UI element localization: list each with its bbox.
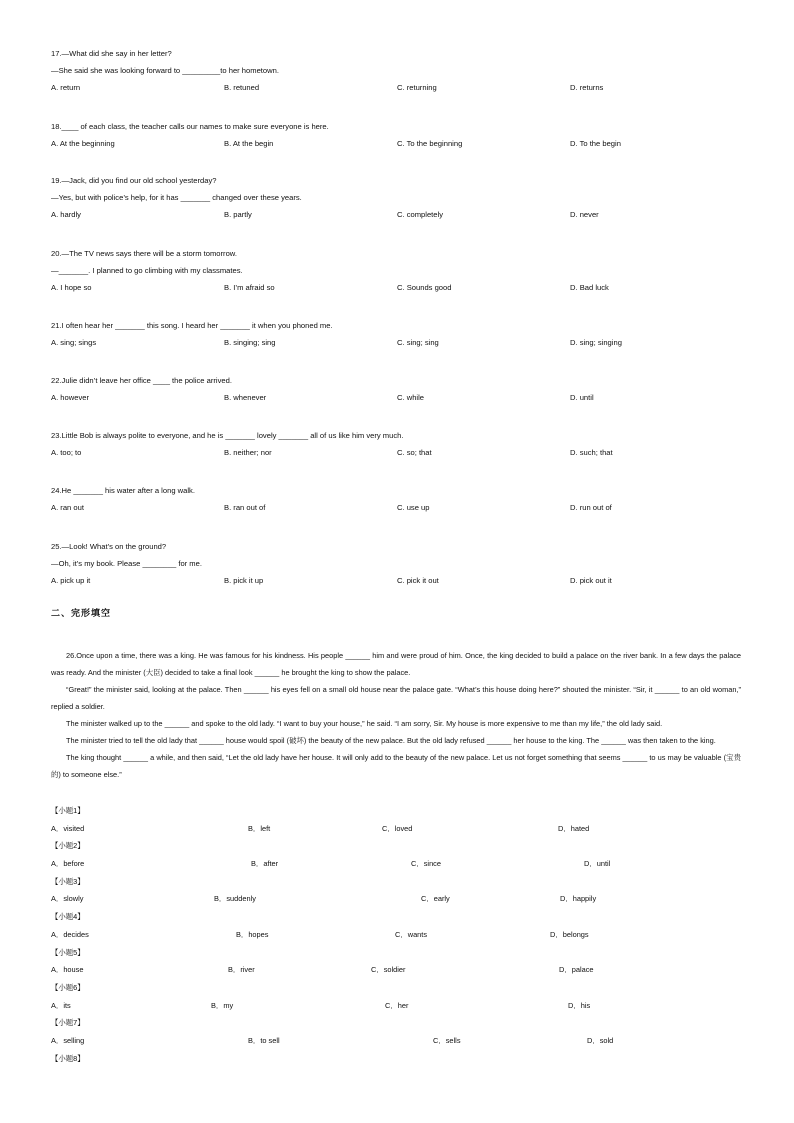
question-text: 22.Julie didn’t leave her office ____ the police arrived. <box>51 376 232 385</box>
option-a[interactable]: A．visited <box>51 823 85 833</box>
options-row <box>51 206 751 223</box>
option-b[interactable]: B. singing; sing <box>224 338 276 347</box>
option-b[interactable]: B．after <box>251 859 279 869</box>
option-d[interactable]: D．hated <box>558 823 590 833</box>
options-row <box>51 572 751 589</box>
options-row <box>51 890 751 908</box>
option-b[interactable]: B．suddenly <box>214 894 256 904</box>
option-b[interactable]: B. partly <box>224 210 252 219</box>
question-text: 17.—What did she say in her letter? <box>51 49 172 58</box>
option-b[interactable]: B. I’m afraid so <box>224 283 275 292</box>
option-c[interactable]: C. pick it out <box>397 576 439 585</box>
option-d[interactable]: D．palace <box>559 965 594 975</box>
question-21 <box>51 317 751 351</box>
subquestion-label: 【小题3】 <box>51 876 85 886</box>
options-row <box>51 334 751 351</box>
subquestion-label: 【小题2】 <box>51 841 85 851</box>
option-b[interactable]: B．left <box>248 823 271 833</box>
option-d[interactable]: D. pick out it <box>570 576 612 585</box>
options-row <box>51 820 751 838</box>
option-a[interactable]: A. return <box>51 83 81 92</box>
question-text: 23.Little Bob is always polite to everyone, and he is _______ lovely _______ all of us like him very much. <box>51 431 404 440</box>
question-text: 18.____ of each class, the teacher calls our names to make sure everyone is here. <box>51 122 329 131</box>
option-a[interactable]: A．selling <box>51 1035 85 1045</box>
options-row <box>51 997 751 1015</box>
option-d[interactable]: D．until <box>584 859 611 869</box>
options-row <box>51 961 751 979</box>
option-a[interactable]: A. ran out <box>51 503 84 512</box>
option-d[interactable]: D．sold <box>587 1035 614 1045</box>
option-d[interactable]: D. until <box>570 393 594 402</box>
options-row <box>51 389 751 406</box>
options-row <box>51 926 751 944</box>
question-text: 20.—The TV news says there will be a storm tomorrow. <box>51 249 237 258</box>
option-b[interactable]: B. retuned <box>224 83 260 92</box>
option-c[interactable]: C．sells <box>433 1035 461 1045</box>
option-d[interactable]: D. To the begin <box>570 139 621 148</box>
question-text: —_______. I planned to go climbing with my classmates. <box>51 266 243 275</box>
subquestion-label: 【小题6】 <box>51 982 85 992</box>
option-a[interactable]: A．decides <box>51 929 89 939</box>
question-text: —Yes, but with police’s help, for it has _______ changed over these years. <box>51 193 302 202</box>
subquestion-label: 【小题7】 <box>51 1018 85 1028</box>
option-a[interactable]: A．its <box>51 1000 71 1010</box>
question-19 <box>51 172 751 223</box>
option-c[interactable]: C．wants <box>395 929 428 939</box>
options-row <box>51 135 751 152</box>
passage-paragraph: “Great!” the minister said, looking at the palace. Then ______ his eyes fell on a small old house near the palace gate. “What’s this house doing here?” shouted the minister. “Sir, it ______ to an old woman,” replied a soldier. <box>51 685 741 711</box>
option-b[interactable]: B．hopes <box>236 929 269 939</box>
option-b[interactable]: B. neither; nor <box>224 448 272 457</box>
option-d[interactable]: D. returns <box>570 83 604 92</box>
option-c[interactable]: C. use up <box>397 503 430 512</box>
subquestion-label: 【小题8】 <box>51 1053 85 1063</box>
option-b[interactable]: B. whenever <box>224 393 267 402</box>
option-d[interactable]: D. sing; singing <box>570 338 622 347</box>
option-a[interactable]: A．slowly <box>51 894 84 904</box>
question-text: 24.He _______ his water after a long walk. <box>51 486 195 495</box>
question-text: —She said she was looking forward to _________to her hometown. <box>51 66 279 75</box>
subquestion-label: 【小题5】 <box>51 947 85 957</box>
option-b[interactable]: B. pick it up <box>224 576 264 585</box>
option-c[interactable]: C．her <box>385 1000 409 1010</box>
options-row <box>51 855 751 873</box>
option-c[interactable]: C．loved <box>382 823 413 833</box>
option-d[interactable]: D．happily <box>560 894 597 904</box>
option-c[interactable]: C. returning <box>397 83 437 92</box>
subquestion-list <box>51 802 751 1067</box>
question-text: 25.—Look! What’s on the ground? <box>51 542 167 551</box>
option-a[interactable]: A. I hope so <box>51 283 92 292</box>
question-text: —Oh, it’s my book. Please ________ for me. <box>51 559 202 568</box>
passage-paragraph: The minister walked up to the ______ and spoke to the old lady. “I want to buy your house,” he said. “I am sorry, Sir. My house is more expensive to me than my life,” the old lady said. <box>66 719 663 728</box>
option-a[interactable]: A. At the beginning <box>51 139 115 148</box>
subquestion-label: 【小题4】 <box>51 912 85 922</box>
question-18 <box>51 118 751 152</box>
passage-paragraph: The minister tried to tell the old lady that ______ house would spoil (破坏) the beauty of the new palace. But the old lady refused ______ her house to the king. The ______ was then taken to the king. <box>66 736 716 745</box>
question-20 <box>51 245 751 296</box>
option-d[interactable]: D．belongs <box>550 929 589 939</box>
question-24 <box>51 482 751 516</box>
option-c[interactable]: C. completely <box>397 210 444 219</box>
option-b[interactable]: B. At the begin <box>224 139 274 148</box>
option-a[interactable]: A．before <box>51 859 85 869</box>
passage-paragraph: 26.Once upon a time, there was a king. He was famous for his kindness. His people ______ him and were proud of him. Once, the king decided to build a palace on the river bank. In a few days the palace was ready. And the minister (大臣) decided to take a final look ______ he brought the king to show the palace. <box>51 651 741 677</box>
passage-paragraph: The king thought ______ a while, and then said, “Let the old lady have her house. It will only add to the beauty of the new palace. Let us not forget something that seems ______ to us may be valuable (宝贵的) to someone else.” <box>51 753 741 779</box>
question-25 <box>51 538 751 589</box>
option-a[interactable]: A. however <box>51 393 89 402</box>
option-a[interactable]: A．house <box>51 965 84 975</box>
option-b[interactable]: B．to sell <box>248 1035 280 1045</box>
option-b[interactable]: B. ran out of <box>224 503 266 512</box>
option-c[interactable]: C．since <box>411 859 441 869</box>
option-d[interactable]: D. run out of <box>570 503 612 512</box>
option-a[interactable]: A. hardly <box>51 210 81 219</box>
option-c[interactable]: C. Sounds good <box>397 283 452 292</box>
options-row <box>51 1032 751 1050</box>
question-23 <box>51 427 751 461</box>
option-c[interactable]: C．soldier <box>371 965 406 975</box>
option-d[interactable]: D. never <box>570 210 599 219</box>
cloze-passage <box>51 647 741 783</box>
option-b[interactable]: B．river <box>228 965 255 975</box>
question-text: 21.I often hear her _______ this song. I heard her _______ it when you phoned me. <box>51 321 333 330</box>
question-17 <box>51 45 751 96</box>
question-text: 19.—Jack, did you find our old school yesterday? <box>51 176 217 185</box>
options-row <box>51 79 751 96</box>
option-a[interactable]: A. pick up it <box>51 576 91 585</box>
options-row <box>51 444 751 461</box>
option-c[interactable]: C. so; that <box>397 448 432 457</box>
option-d[interactable]: D．his <box>568 1000 591 1010</box>
option-d[interactable]: D. such; that <box>570 448 613 457</box>
option-c[interactable]: C. while <box>397 393 425 402</box>
option-d[interactable]: D. Bad luck <box>570 283 609 292</box>
option-a[interactable]: A. sing; sings <box>51 338 97 347</box>
option-c[interactable]: C．early <box>421 894 450 904</box>
options-row <box>51 499 751 516</box>
options-row <box>51 279 751 296</box>
option-c[interactable]: C. sing; sing <box>397 338 439 347</box>
option-a[interactable]: A. too; to <box>51 448 82 457</box>
question-22 <box>51 372 751 406</box>
subquestion-label: 【小题1】 <box>51 806 85 815</box>
option-b[interactable]: B．my <box>211 1000 234 1010</box>
section-title: 二、完形填空 <box>51 609 112 619</box>
option-c[interactable]: C. To the beginning <box>397 139 463 148</box>
